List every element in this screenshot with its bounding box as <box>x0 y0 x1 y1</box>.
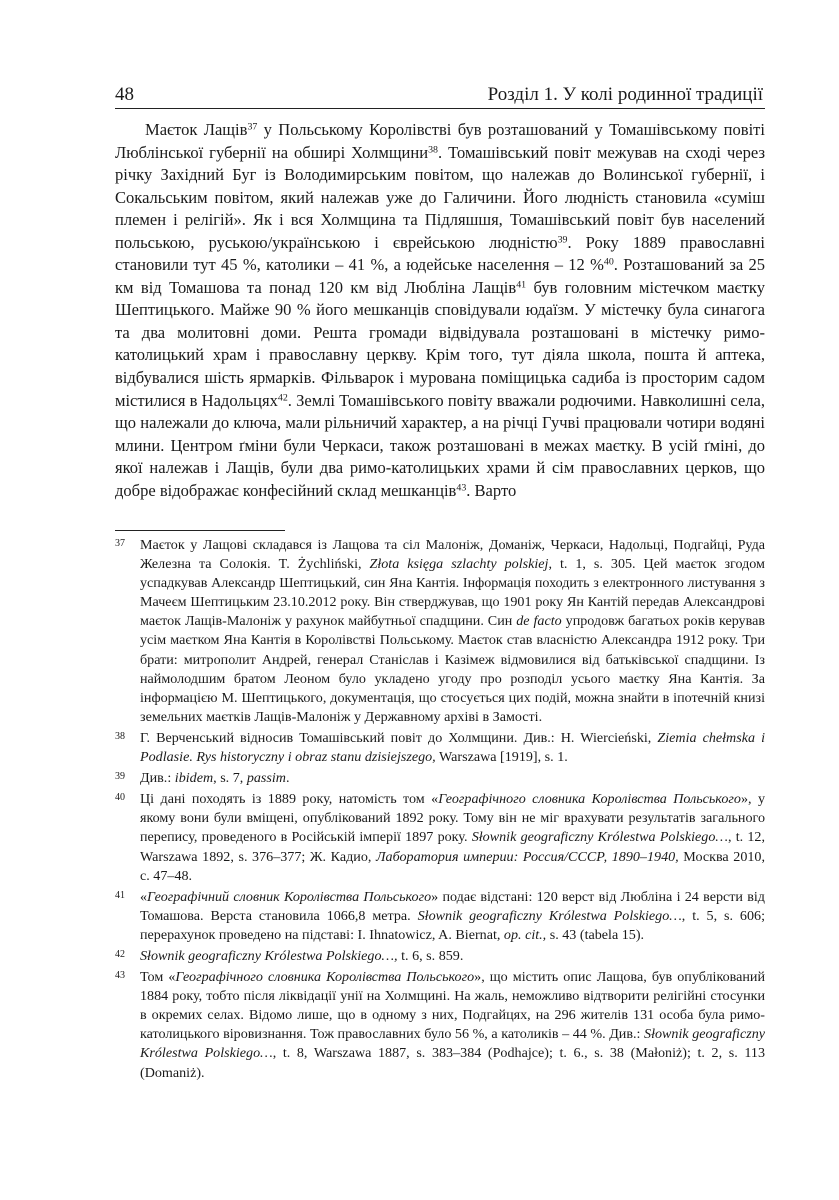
paragraph <box>115 119 765 502</box>
text-run: , t. 1, s. 305. Цей маєток згодом успадкував Александр Шептицький, син Яна Кантія. Інформація походить з електронного листування з Мачеєм Шептицьким 23.10.2012 року. Він стверджував, що 1901 року Ян Кантій передав Александрові маєток Лащів-Малоніж у рахунок майбутньої спадщини. Син <box>140 556 765 630</box>
footnote-number: 37 <box>115 538 125 549</box>
italic-run: Лаборатория империи: Россия/СССР, 1890–1940, <box>376 848 679 865</box>
text-run: Москва 2010, с. 47–48. <box>140 848 765 884</box>
text-run: був головним містечком маєтку Шептицького. Майже 90 % його мешканців сповідували юдаїзм. У містечку була синагога та два молитовні доми. Решта громади відвідувала розташовані в містечку римо-католицький храм і православну церкву. Крім того, тут діяла школа, пошта й аптека, відбувалися шість ярмарків. Фільварок і мурована поміщицька садиба із просторим садом містилися в Надольцях <box>115 277 765 410</box>
italic-run: Географічного словника Королівства Польського <box>438 791 741 808</box>
footnote-number: 41 <box>115 889 125 901</box>
text-run: Том « <box>140 969 176 986</box>
footnote-ref-42: 42 <box>277 392 288 404</box>
text-run: », у якому вони були вміщені, опублікований 1892 року. Тому він не міг врахувати результатів загального перепису, проведеного в Російській імперії 1897 року. <box>140 791 765 846</box>
main-text <box>115 119 765 502</box>
text-run: . <box>286 770 290 787</box>
italic-run: Złota księga szlachty polskiej <box>369 556 549 573</box>
footnote-text <box>140 947 765 966</box>
footnote-ref-40: 40 <box>603 256 614 268</box>
text-run: « <box>140 888 148 905</box>
text-run: упродовж багатьох років керував усім маєтком Яна Кантія в Королівстві Польському. Маєток став власністю Александра 1912 року. Три брати: митрополит Андрей, генерал Станіслав і Казімеж відмовилися від батьківської спадщини. Із наймолодшим братом Леоном було укладено угоду про розподіл усього маєтку Яна Кантія. За інформацією М. Шептицького, документація, що стосується цих подій, можна знайти в іпотечній книзі земельних маєтків Лащів-Малоніж у Державному архіві в Замості. <box>140 613 765 725</box>
text-run: Маєток Лащів <box>145 120 248 139</box>
text-run: , s. 7, <box>213 770 247 787</box>
italic-run: Ziemia chełmska i Podlasie. Rys historyczny i obraz stanu dzisiejszego, <box>140 729 765 766</box>
text-run: . Розташований за 25 км від Томашова та понад 120 км від Любліна Лащів <box>115 255 766 297</box>
text-run: » подає відстані: 120 верст від Любліна і 24 версти від Томашова. Верста становила 1066,8 метра. <box>140 888 765 924</box>
footnote-number: 38 <box>115 730 125 742</box>
footnote-ref-38: 38 <box>428 144 438 156</box>
footnotes <box>115 536 765 1085</box>
italic-run: Słownik geograficzny Królestwa Polskiego…, <box>140 947 398 964</box>
text-run: Ці дані походять із 1889 року, натомість том « <box>140 791 439 808</box>
footnote-separator <box>115 530 285 531</box>
text-run: . Року 1889 православні становили тут 45 %, католики – 41 %, а юдейське населення – 12 % <box>115 232 765 275</box>
text-run: у Польському Королівстві був розташований у Томашівському повіті Люблінської губернії на обширі Холмщини <box>115 120 765 162</box>
footnote-41 <box>115 888 765 945</box>
footnote-number: 39 <box>115 771 125 783</box>
text-run: Маєток у Лащові складався із Лащова та сіл Малоніж, Доманіж, Черкаси, Надольці, Подгайці, Руда Железна та Солокія. T. Żychliński, <box>140 537 765 573</box>
footnote-43 <box>115 968 765 1083</box>
footnote-number: 40 <box>115 792 125 804</box>
italic-run: Słownik geograficzny Królestwa Polskiego… <box>471 829 728 846</box>
text-run: . Землі Томашівського повіту вважали родючими. Навколишні села, що належали до ключа, мали рільничий характер, а на річці Гучві працювали чотири водяні млини. Центром ґміни були Черкаси, також розташовані в межах маєтку. В усій ґміні, до якої належав і Лащів, були два римо-католицьких храми й сім православних церков, що добре відображає конфесійний склад мешканців <box>115 390 765 500</box>
italic-run: Słownik geograficzny Królestwa Polskiego… <box>417 907 682 924</box>
footnote-ref-41: 41 <box>516 279 527 291</box>
footnote-text <box>140 790 765 885</box>
footnote-text <box>140 888 765 945</box>
footnote-text <box>140 536 765 727</box>
footnote-number: 43 <box>115 970 125 982</box>
italic-run: Słownik geograficzny Królestwa Polskiego… <box>140 1026 766 1062</box>
footnote-ref-37: 37 <box>247 121 258 133</box>
footnote-text <box>140 769 765 788</box>
italic-run: de facto <box>516 613 562 630</box>
italic-run: Географічний словник Королівства Польського <box>147 888 432 905</box>
footnote-number: 42 <box>115 948 125 960</box>
text-run: t. 6, s. 859. <box>397 947 464 964</box>
footnote-text <box>140 729 765 767</box>
text-run: Див.: <box>140 770 175 787</box>
text-run: , t. 12, Warszawa 1892, s. 376–377; Ж. Кадио, <box>140 829 765 865</box>
footnote-40 <box>115 790 765 885</box>
text-run: , t. 8, Warszawa 1887, s. 383–384 (Podhajce); t. 6., s. 38 (Małoniż); t. 2, s. 113 (Domaniż). <box>140 1045 765 1081</box>
page-number: 48 <box>115 84 134 105</box>
text-run: , t. 5, s. 606; перерахунок проведено на підставі: I. Ihnatowicz, A. Biernat, <box>140 907 765 943</box>
footnote-37 <box>115 536 765 727</box>
footnote-text <box>140 968 765 1083</box>
italic-run: op. cit., <box>503 926 547 943</box>
text-run: . Томашівський повіт межував на сході через річку Західний Буг із Володимирським повітом, що належав до Волинської губернії, і Сокальським повітом, який належав уже до Галичини. Його людність становила «суміш племен і релігій». Як і вся Холмщина та Підляшшя, Томашівський повіт був населений польською, руською/українською і єврейською людністю <box>115 142 765 252</box>
footnote-ref-43: 43 <box>456 482 467 494</box>
text-run: . Варто <box>466 480 517 500</box>
italic-run: passim <box>246 770 286 787</box>
footnote-38 <box>115 729 765 767</box>
footnote-ref-39: 39 <box>557 234 568 246</box>
footnote-39 <box>115 769 765 788</box>
text-run: s. 43 (tabela 15). <box>546 926 645 943</box>
text-run: Warszawa [1919], s. 1. <box>435 749 568 766</box>
italic-run: ibidem <box>174 770 214 787</box>
text-run: », що містить опис Лащова, був опублікований 1884 року, тобто після ліквідації унії на Холмщині. На жаль, неможливо відтворити релігійні стосунки в окремих селах. Відомо лише, що в одному з них, Подгайцях, на 296 жителів 131 особа була римо-католицького віровизнання. Тож православних було 56 %, а католиків – 44 %. Див.: <box>140 969 765 1043</box>
text-run: Г. Верченський відносив Томашівський повіт до Холмщини. Див.: H. Wiercieński, <box>140 729 658 746</box>
running-title: Розділ 1. У колі родинної традиції <box>487 84 763 105</box>
italic-run: Географічного словника Королівства Польського <box>175 969 475 986</box>
page-header <box>115 84 765 109</box>
footnote-42 <box>115 947 765 966</box>
